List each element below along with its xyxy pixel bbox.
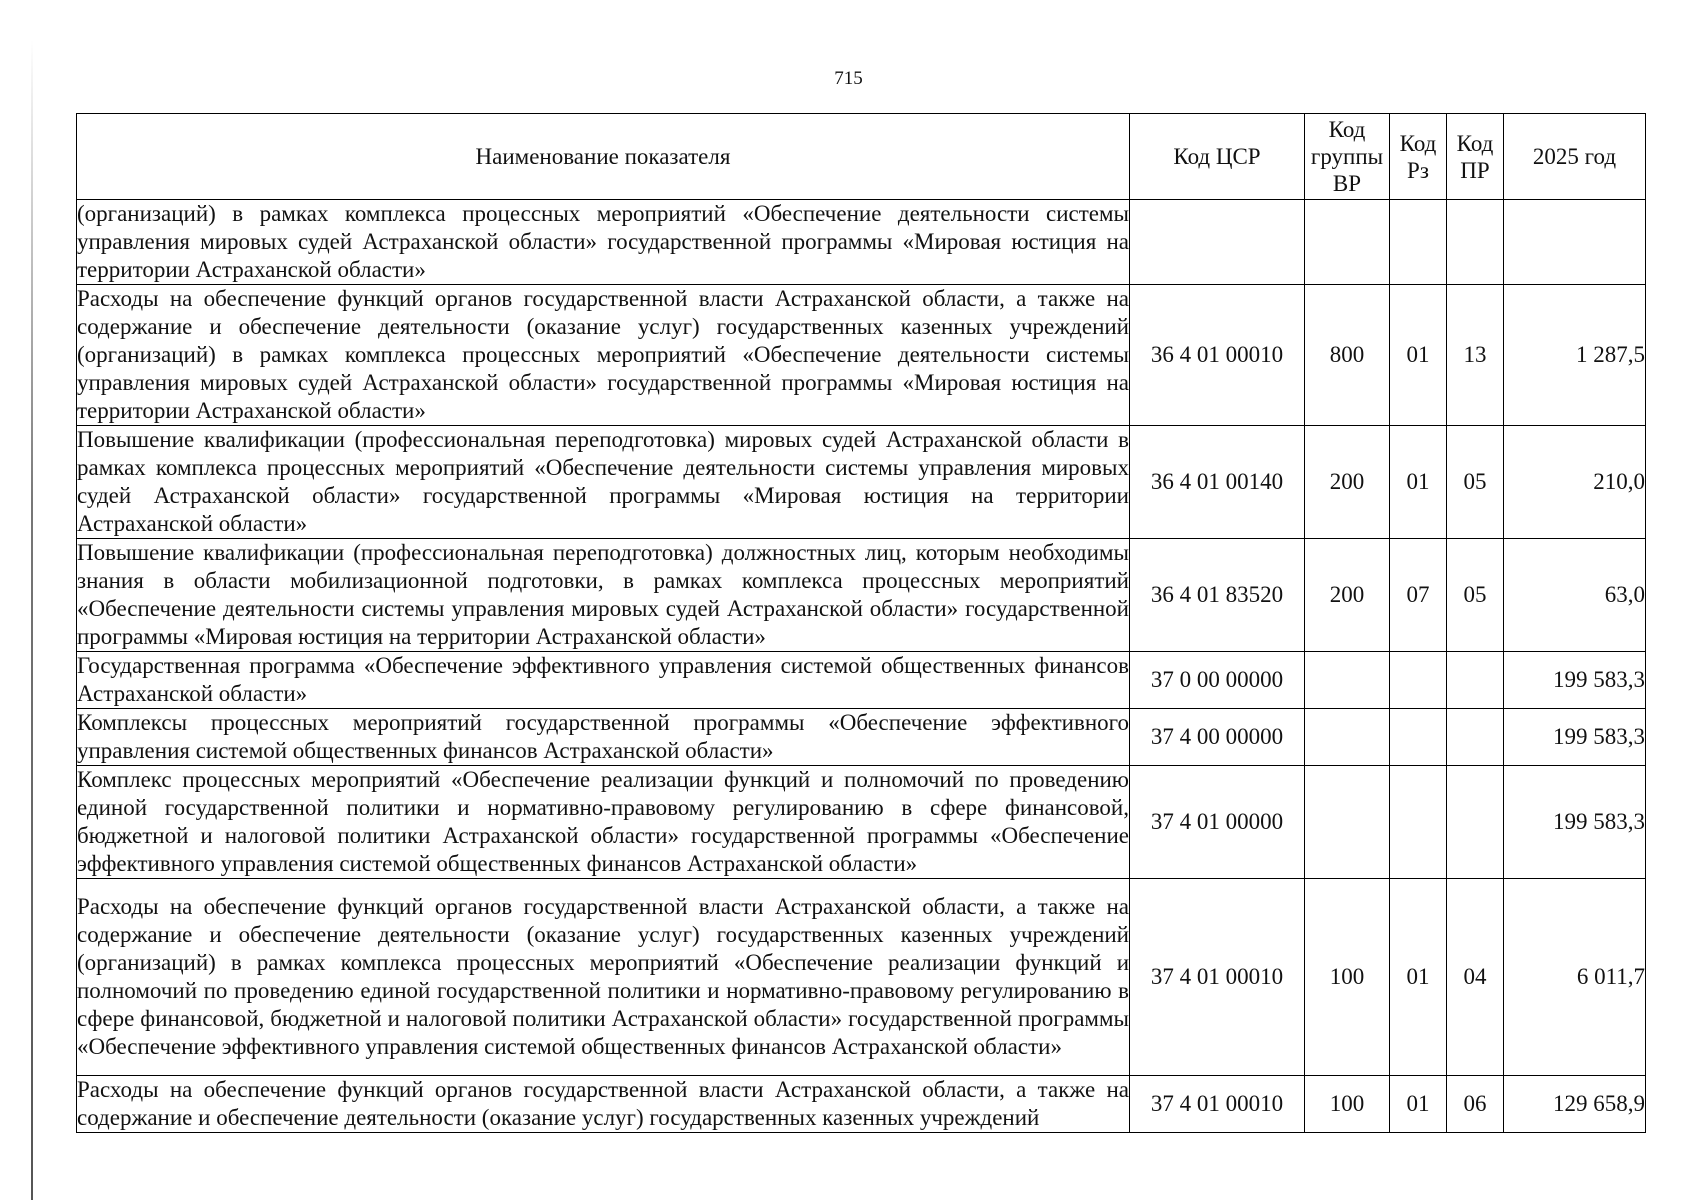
row-vr: 200 bbox=[1305, 539, 1390, 652]
row-vr: 100 bbox=[1305, 879, 1390, 1076]
row-vr: 100 bbox=[1305, 1076, 1390, 1133]
row-pr: 06 bbox=[1447, 1076, 1504, 1133]
row-csr: 36 4 01 83520 bbox=[1130, 539, 1305, 652]
row-pr bbox=[1447, 709, 1504, 766]
row-amount: 129 658,9 bbox=[1504, 1076, 1646, 1133]
row-pr bbox=[1447, 652, 1504, 709]
row-amount: 210,0 bbox=[1504, 426, 1646, 539]
row-amount: 6 011,7 bbox=[1504, 879, 1646, 1076]
row-vr bbox=[1305, 200, 1390, 285]
row-csr: 36 4 01 00010 bbox=[1130, 285, 1305, 426]
row-rz: 01 bbox=[1390, 285, 1447, 426]
row-amount bbox=[1504, 200, 1646, 285]
row-csr: 37 4 01 00010 bbox=[1130, 1076, 1305, 1133]
row-name: Комплекс процессных мероприятий «Обеспечение реализации функций и полномочий по проведению единой государственной политики и нормативно-правовому регулированию в сфере финансовой, бюджетной и налоговой политики Астраханской области» государственной программы «Обеспечение эффективного управления системой общественных финансов Астраханской области» bbox=[77, 766, 1130, 879]
row-rz bbox=[1390, 652, 1447, 709]
row-amount: 1 287,5 bbox=[1504, 285, 1646, 426]
header-vr: Код группы ВР bbox=[1305, 114, 1390, 200]
row-name: Повышение квалификации (профессиональная переподготовка) мировых судей Астраханской области в рамках комплекса процессных мероприятий «Обеспечение деятельности системы управления мировых судей Астраханской области» государственной программы «Мировая юстиция на территории Астраханской области» bbox=[77, 426, 1130, 539]
row-name: Расходы на обеспечение функций органов государственной власти Астраханской области, а также на содержание и обеспечение деятельности (оказание услуг) государственных казенных учреждений bbox=[77, 1076, 1130, 1133]
row-vr: 800 bbox=[1305, 285, 1390, 426]
header-rz: Код Рз bbox=[1390, 114, 1447, 200]
row-amount: 199 583,3 bbox=[1504, 652, 1646, 709]
row-name: Повышение квалификации (профессиональная переподготовка) должностных лиц, которым необходимы знания в области мобилизационной подготовки, в рамках комплекса процессных мероприятий «Обеспечение деятельности системы управления мировых судей Астраханской области» государственной программы «Мировая юстиция на территории Астраханской области» bbox=[77, 539, 1130, 652]
row-name: Комплексы процессных мероприятий государственной программы «Обеспечение эффективного управления системой общественных финансов Астраханской области» bbox=[77, 709, 1130, 766]
table-row bbox=[77, 200, 1646, 285]
row-amount: 63,0 bbox=[1504, 539, 1646, 652]
header-amount: 2025 год bbox=[1504, 114, 1646, 200]
row-pr bbox=[1447, 200, 1504, 285]
row-rz: 01 bbox=[1390, 426, 1447, 539]
row-pr: 05 bbox=[1447, 539, 1504, 652]
table-row bbox=[77, 652, 1646, 709]
row-vr bbox=[1305, 652, 1390, 709]
table-row bbox=[77, 766, 1646, 879]
row-pr bbox=[1447, 766, 1504, 879]
row-csr: 37 4 00 00000 bbox=[1130, 709, 1305, 766]
row-pr: 05 bbox=[1447, 426, 1504, 539]
row-rz bbox=[1390, 709, 1447, 766]
table-header-row bbox=[77, 114, 1646, 200]
header-pr: Код ПР bbox=[1447, 114, 1504, 200]
row-name: Государственная программа «Обеспечение эффективного управления системой общественных финансов Астраханской области» bbox=[77, 652, 1130, 709]
row-csr: 36 4 01 00140 bbox=[1130, 426, 1305, 539]
row-rz: 01 bbox=[1390, 879, 1447, 1076]
row-rz bbox=[1390, 766, 1447, 879]
page-number: 715 bbox=[834, 68, 863, 89]
row-pr: 13 bbox=[1447, 285, 1504, 426]
row-name: Расходы на обеспечение функций органов государственной власти Астраханской области, а также на содержание и обеспечение деятельности (оказание услуг) государственных казенных учреждений (организаций) в рамках комплекса процессных мероприятий «Обеспечение деятельности системы управления мировых судей Астраханской области» государственной программы «Мировая юстиция на территории Астраханской области» bbox=[77, 285, 1130, 426]
table-row bbox=[77, 426, 1646, 539]
row-rz: 01 bbox=[1390, 1076, 1447, 1133]
row-vr bbox=[1305, 766, 1390, 879]
row-rz: 07 bbox=[1390, 539, 1447, 652]
row-csr bbox=[1130, 200, 1305, 285]
row-vr bbox=[1305, 709, 1390, 766]
table-row bbox=[77, 539, 1646, 652]
table-row bbox=[77, 1076, 1646, 1133]
row-csr: 37 4 01 00010 bbox=[1130, 879, 1305, 1076]
row-name: (организаций) в рамках комплекса процессных мероприятий «Обеспечение деятельности системы управления мировых судей Астраханской области» государственной программы «Мировая юстиция на территории Астраханской области» bbox=[77, 200, 1130, 285]
header-name: Наименование показателя bbox=[77, 114, 1130, 200]
row-pr: 04 bbox=[1447, 879, 1504, 1076]
table-row bbox=[77, 709, 1646, 766]
table-row bbox=[77, 879, 1646, 1076]
budget-table bbox=[76, 113, 1646, 1133]
header-csr: Код ЦСР bbox=[1130, 114, 1305, 200]
row-csr: 37 4 01 00000 bbox=[1130, 766, 1305, 879]
scan-edge-line bbox=[31, 40, 33, 1200]
row-name: Расходы на обеспечение функций органов государственной власти Астраханской области, а также на содержание и обеспечение деятельности (оказание услуг) государственных казенных учреждений (организаций) в рамках комплекса процессных мероприятий «Обеспечение реализации функций и полномочий по проведению единой государственной политики и нормативно-правовому регулированию в сфере финансовой, бюджетной и налоговой политики Астраханской области» государственной программы «Обеспечение эффективного управления системой общественных финансов Астраханской области» bbox=[77, 879, 1130, 1076]
row-rz bbox=[1390, 200, 1447, 285]
row-amount: 199 583,3 bbox=[1504, 709, 1646, 766]
row-amount: 199 583,3 bbox=[1504, 766, 1646, 879]
row-csr: 37 0 00 00000 bbox=[1130, 652, 1305, 709]
table-row bbox=[77, 285, 1646, 426]
row-vr: 200 bbox=[1305, 426, 1390, 539]
